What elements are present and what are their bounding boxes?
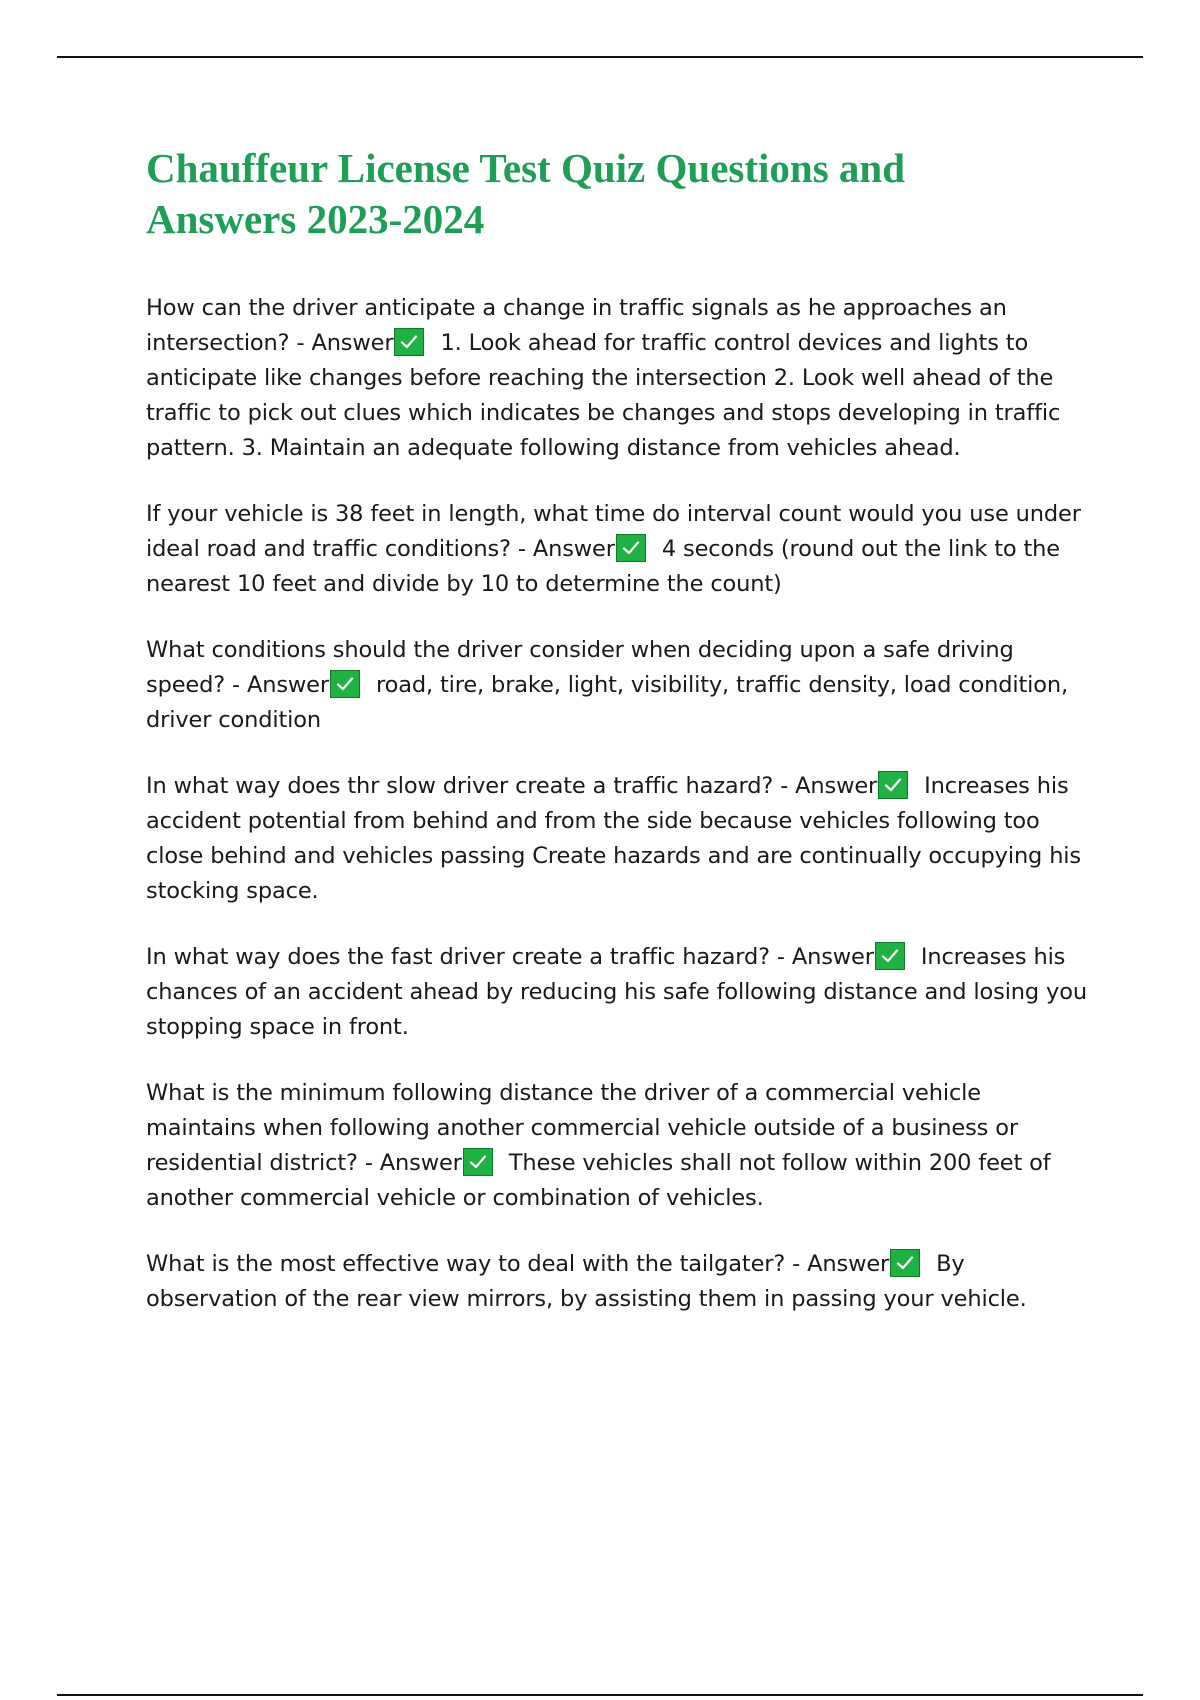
answer-marker: - Answer	[364, 1150, 462, 1176]
document-body	[146, 143, 1096, 1348]
check-mark-icon	[616, 534, 646, 562]
answer-text: These vehicles shall not follow within 200 feet of another commercial vehicle or combination of vehicles.	[146, 1150, 1051, 1211]
qa-item	[146, 633, 1096, 738]
question-text: If your vehicle is 38 feet in length, what time do interval count would you use under ideal road and traffic conditions?	[146, 501, 1081, 562]
qa-item	[146, 291, 1096, 466]
answer-text: 4 seconds (round out the link to the nearest 10 feet and divide by 10 to determine the count)	[146, 536, 1060, 597]
question-text: How can the driver anticipate a change in traffic signals as he approaches an intersection?	[146, 295, 1007, 356]
question-text: In what way does thr slow driver create a traffic hazard?	[146, 773, 774, 799]
qa-item	[146, 1076, 1096, 1216]
qa-item	[146, 940, 1096, 1045]
check-mark-icon	[890, 1249, 920, 1277]
question-text: In what way does the fast driver create a traffic hazard?	[146, 944, 770, 970]
check-mark-icon	[878, 771, 908, 799]
answer-text: Increases his accident potential from behind and from the side because vehicles following too close behind and vehicles passing Create hazards and are continually occupying his stocking space.	[146, 773, 1081, 904]
question-text: What conditions should the driver consider when deciding upon a safe driving speed?	[146, 637, 1014, 698]
answer-text: By observation of the rear view mirrors, by assisting them in passing your vehicle.	[146, 1251, 1027, 1312]
answer-text: 1. Look ahead for traffic control devices and lights to anticipate like changes before reaching the intersection 2. Look well ahead of the traffic to pick out clues which indicates be changes and stops developing in traffic pattern. 3. Maintain an adequate following distance from vehicles ahead.	[146, 330, 1061, 461]
answer-marker: - Answer	[776, 944, 874, 970]
question-text: What is the most effective way to deal with the tailgater?	[146, 1251, 786, 1277]
answer-text: road, tire, brake, light, visibility, traffic density, load condition, driver condition	[146, 672, 1068, 733]
answer-marker: - Answer	[296, 330, 394, 356]
question-text: What is the minimum following distance the driver of a commercial vehicle maintains when following another commercial vehicle outside of a business or residential district?	[146, 1080, 1018, 1176]
qa-item	[146, 1247, 1096, 1317]
page-title: Chauffeur License Test Quiz Questions and Answers 2023-2024	[146, 145, 906, 242]
check-mark-icon	[394, 328, 424, 356]
top-rule	[57, 56, 1143, 58]
qa-item	[146, 769, 1096, 909]
answer-marker: - Answer	[780, 773, 878, 799]
check-mark-icon	[463, 1148, 493, 1176]
answer-marker: - Answer	[517, 536, 615, 562]
check-mark-icon	[330, 670, 360, 698]
bottom-rule	[57, 1694, 1143, 1696]
answer-marker: - Answer	[792, 1251, 890, 1277]
answer-text: Increases his chances of an accident ahead by reducing his safe following distance and losing you stopping space in front.	[146, 944, 1087, 1040]
answer-marker: - Answer	[232, 672, 329, 698]
check-mark-icon	[875, 942, 905, 970]
qa-item	[146, 497, 1096, 602]
